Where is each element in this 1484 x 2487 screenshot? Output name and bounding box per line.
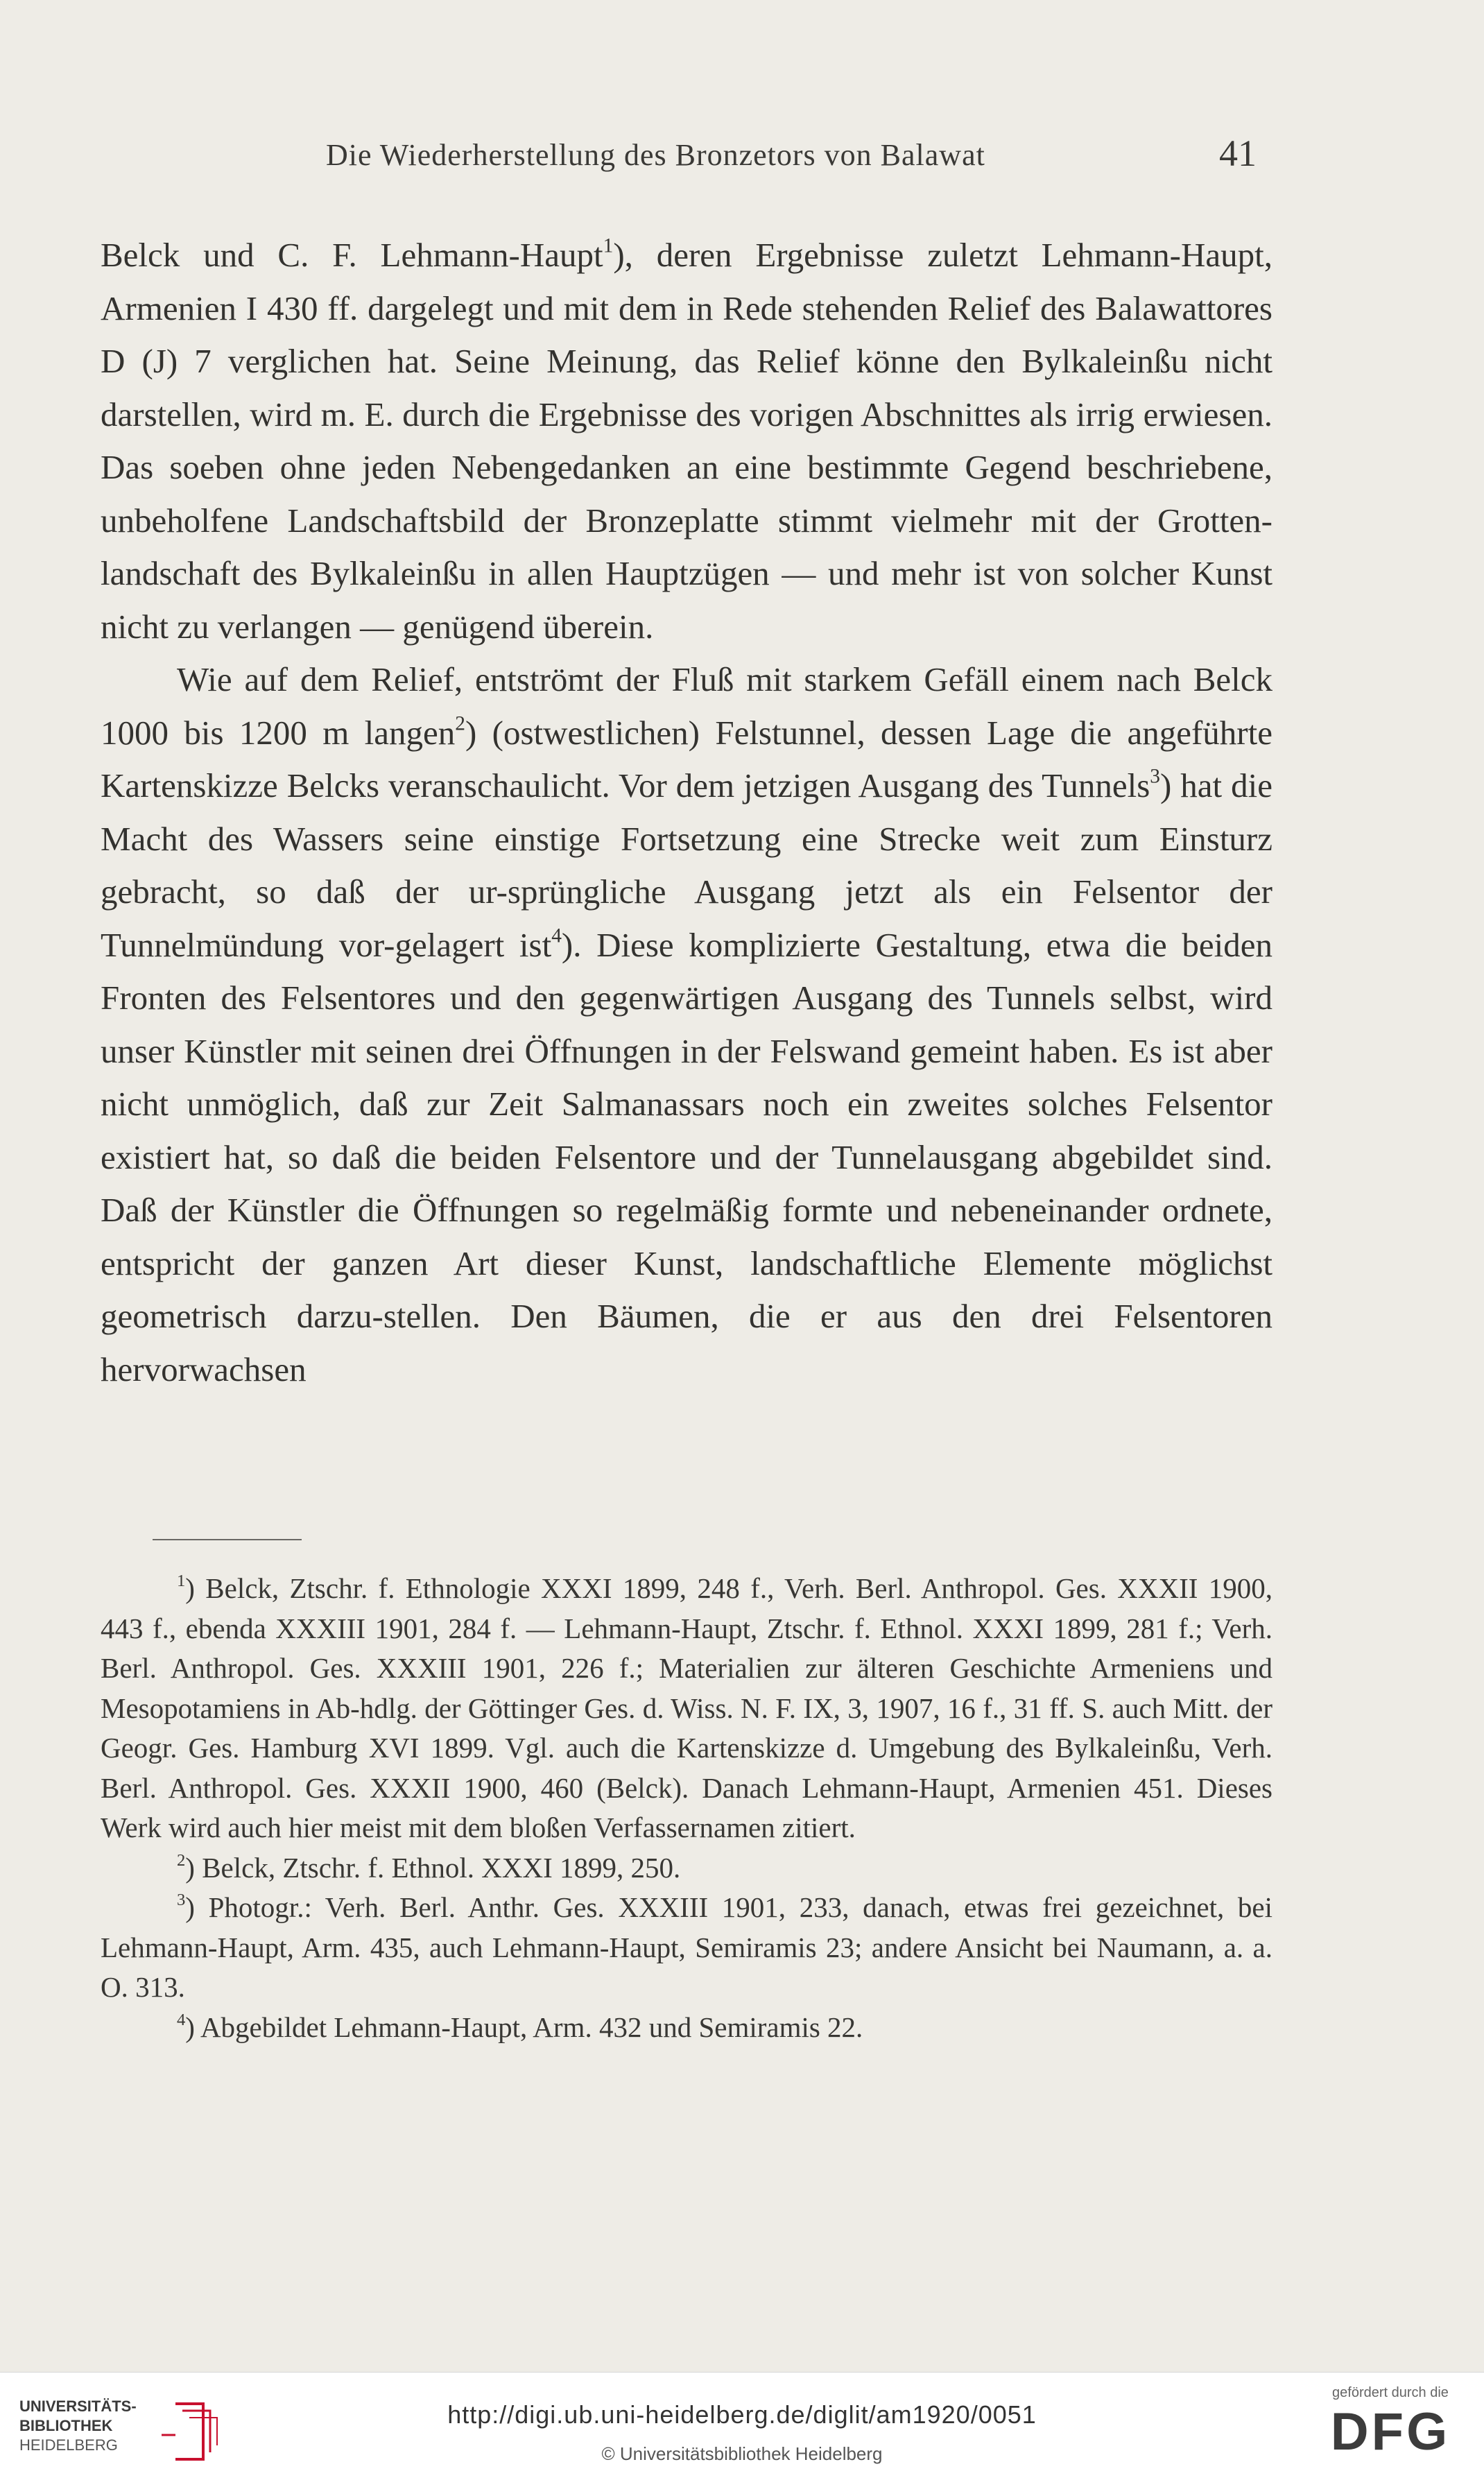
footnote-1-text: ) Belck, Ztschr. f. Ethnologie XXXI 1899, 248 f., Verh. Berl. Anthropol. Ges. XXXII 1900, 443 f., ebenda XXXIII 1901, 284 f. — Lehmann-Haupt, Ztschr. f. Ethnol. XXXI 1899, 281 f.; Verh. Berl. Anthropol. Ges. XXXIII 1901, 226 f.; Materialien zur älteren Geschichte Armeniens und Mesopotamiens in Ab-hdlg. der Göttinger Ges. d. Wiss. N. F. IX, 3, 1907, 16 f., 31 ff. S. auch Mitt. der Geogr. Ges. Hamburg XVI 1899. Vgl. auch die Kartenskizze d. Umgebung des Bylkaleinßu, Verh. Berl. Anthropol. Ges. XXXII 1900, 460 (Belck). Danach Lehmann-Haupt, Armenien 451. Dieses Werk wird auch hier meist mit dem bloßen Verfassernamen zitiert. — [101, 1572, 1272, 1843]
footnote-2 — [101, 1848, 1272, 1888]
running-head: Die Wiederherstellung des Bronzetors von Balawat — [326, 138, 985, 172]
paragraph-1 — [101, 229, 1272, 653]
footnote-1 — [101, 1569, 1272, 1848]
footnote-mark-1: 1 — [177, 1571, 186, 1590]
paragraph-2-part-d: ). Diese komplizierte Gestaltung, etwa die beiden Fronten des Felsentores und den gegenwärtigen Ausgang des Tunnels selbst, wird unser Künstler mit seinen drei Öffnungen in der Felswand gemeint haben. Es ist aber nicht unmöglich, daß zur Zeit Salmanassars noch ein zweites solches Felsentor existiert hat, so daß die beiden Felsentore und der Tunnelausgang abgebildet sind. Daß der Künstler die Öffnungen so regelmäßig formte und nebeneinander ordnete, entspricht der ganzen Art dieser Kunst, landschaftliche Elemente möglichst geometrisch darzu-stellen. Den Bäumen, die er aus den drei Felsentoren hervorwachsen — [101, 925, 1272, 1388]
body-text — [101, 229, 1272, 1396]
footnote-mark-2: 2 — [177, 1850, 186, 1870]
dfg-logo-text: DFG — [1330, 2402, 1451, 2461]
paragraph-1-part-a: Belck und C. F. Lehmann-Haupt — [101, 236, 603, 274]
paragraph-2-part-b: ) (ostwestlichen) Felstunnel, dessen Lage die angeführte Kartenskizze Belcks veranschaulicht. Vor dem jetzigen Ausgang des Tunnels — [101, 713, 1272, 804]
dfg-caption: gefördert durch die — [1332, 2385, 1449, 2400]
copyright-notice: © Universitätsbibliothek Heidelberg — [601, 2443, 883, 2464]
digitization-footer — [0, 2372, 1484, 2487]
footnote-3 — [101, 1888, 1272, 2008]
footnote-ref-4: 4 — [551, 924, 562, 947]
footnote-ref-3: 3 — [1150, 765, 1160, 788]
dfg-logo[interactable] — [1311, 2385, 1470, 2475]
library-name-line-3: HEIDELBERG — [19, 2436, 118, 2454]
footnote-mark-4: 4 — [177, 2010, 186, 2029]
paragraph-2 — [101, 653, 1272, 1396]
library-emblem-icon — [162, 2397, 224, 2466]
footnote-4-text: ) Abgebildet Lehmann-Haupt, Arm. 432 und Semiramis 22. — [185, 2011, 863, 2043]
paragraph-1-part-b: ), deren Ergebnisse zuletzt Lehmann-Haupt, Armenien I 430 ff. dargelegt und mit dem in Rede stehenden Relief des Balawattores D (J) 7 verglichen hat. Seine Meinung, das Relief könne den Bylkaleinßu nicht darstellen, wird m. E. durch die Ergebnisse des vorigen Abschnittes als irrig erwiesen. Das soeben ohne jeden Nebengedanken an eine bestimmte Gegend beschriebene, unbeholfene Landschaftsbild der Bronzeplatte stimmt vielmehr mit der Grotten-landschaft des Bylkaleinßu in allen Hauptzügen — und mehr ist von solcher Kunst nicht zu verlangen — genügend überein. — [101, 236, 1272, 646]
library-name-line-2: BIBLIOTHEK — [19, 2417, 113, 2434]
footnote-4 — [101, 2008, 1272, 2048]
permalink-url[interactable]: http://digi.ub.uni-heidelberg.de/diglit/am1920/0051 — [447, 2400, 1037, 2429]
footnote-ref-2: 2 — [455, 712, 465, 734]
paragraph-2-part-c: ) hat die Macht des Wassers seine einstige Fortsetzung eine Strecke weit zum Einsturz gebracht, so daß der ur-sprüngliche Ausgang jetzt als ein Felsentor der Tunnelmündung vor-gelagert ist — [101, 766, 1272, 964]
page-number: 41 — [1219, 132, 1257, 174]
footnote-ref-1: 1 — [603, 234, 614, 257]
footnote-2-text: ) Belck, Ztschr. f. Ethnol. XXXI 1899, 250. — [185, 1851, 681, 1884]
footnote-divider — [153, 1539, 302, 1540]
library-name-line-1: UNIVERSITÄTS- — [19, 2398, 137, 2415]
footnote-mark-3: 3 — [177, 1890, 186, 1909]
paragraph-2-part-a: Wie auf dem Relief, entströmt der Fluß mit starkem Gefäll einem nach Belck 1000 bis 1200 m langen — [101, 660, 1272, 752]
library-logo[interactable] — [19, 2397, 227, 2466]
library-name — [19, 2397, 137, 2455]
footnotes — [101, 1569, 1272, 2047]
footnote-3-text: ) Photogr.: Verh. Berl. Anthr. Ges. XXXIII 1901, 233, danach, etwas frei gezeichnet, bei Lehmann-Haupt, Arm. 435, auch Lehmann-Haupt, Semiramis 23; andere Ansicht bei Naumann, a. a. O. 313. — [101, 1891, 1272, 2003]
